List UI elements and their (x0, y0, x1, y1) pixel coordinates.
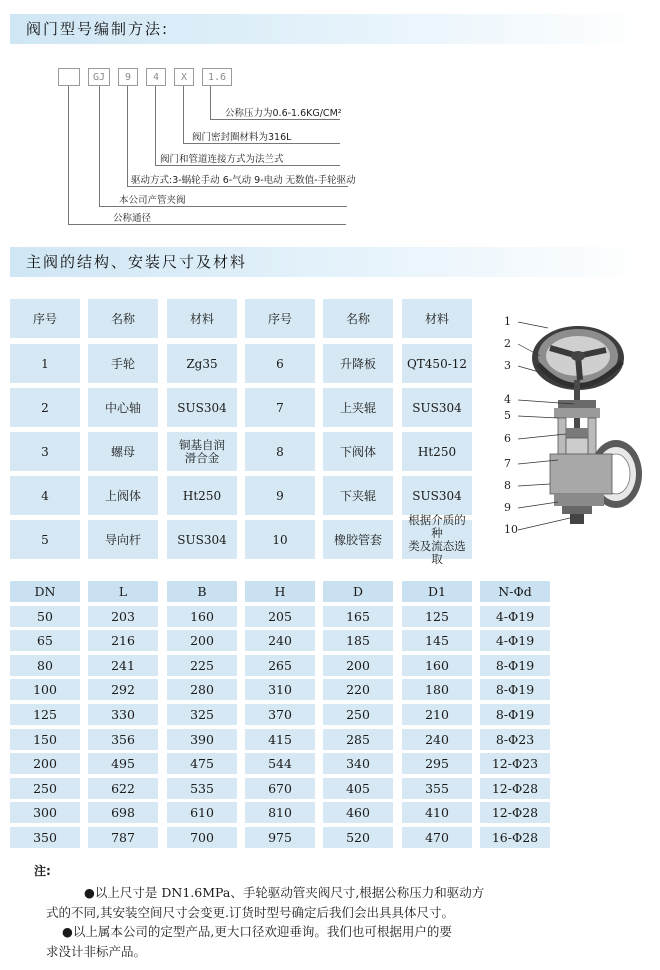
parts-cell-text: 8 (276, 444, 284, 459)
dim-cell: 50 (10, 606, 80, 627)
dim-cell: 240 (245, 630, 315, 651)
parts-cell (245, 432, 315, 471)
parts-cell (167, 388, 237, 427)
parts-cell-text: SUS304 (412, 488, 462, 503)
parts-cell-text: 铜基自润 滑合金 (179, 437, 225, 465)
dim-cell: 160 (167, 606, 237, 627)
dim-cell: 12-Φ23 (480, 753, 550, 774)
parts-cell-text: SUS304 (412, 400, 462, 415)
dim-cell: 495 (88, 753, 158, 774)
callout-number: 9 (504, 501, 511, 514)
dim-cell: 180 (402, 679, 472, 700)
dim-cell: 700 (167, 827, 237, 848)
dim-cell: 200 (10, 753, 80, 774)
dim-header-cell: D1 (402, 581, 472, 602)
parts-cell (323, 476, 393, 515)
parts-cell-text: 3 (41, 444, 49, 459)
parts-cell-text: Zg35 (186, 356, 218, 371)
callout-number: 5 (504, 409, 511, 422)
dim-cell: 460 (323, 802, 393, 823)
parts-cell (245, 388, 315, 427)
dim-header-cell: D (323, 581, 393, 602)
dim-cell: 16-Φ28 (480, 827, 550, 848)
dim-cell: 8-Φ19 (480, 679, 550, 700)
parts-cell-text: 手轮 (110, 357, 135, 371)
dim-cell: 470 (402, 827, 472, 848)
note-1-line-2: 式的不同,其安装空间尺寸会变更.订货时型号确定后我们会出具具体尺寸。 (46, 905, 454, 920)
dim-cell: 475 (167, 753, 237, 774)
dim-cell: 185 (323, 630, 393, 651)
code-box-type: GJ (88, 68, 110, 86)
parts-cell-text: 上阀体 (104, 489, 141, 503)
parts-cell (245, 520, 315, 559)
dim-cell: 325 (167, 704, 237, 725)
code-box-pressure: 1.6 (202, 68, 232, 86)
dim-cell: 210 (402, 704, 472, 725)
dim-cell: 8-Φ19 (480, 655, 550, 676)
parts-cell (167, 344, 237, 383)
dim-cell: 12-Φ28 (480, 802, 550, 823)
dim-cell: 787 (88, 827, 158, 848)
parts-cell-text: 上夹辊 (339, 401, 376, 415)
dim-cell: 265 (245, 655, 315, 676)
section-title-structure: 主阀的结构、安装尺寸及材料 (10, 247, 650, 277)
valve-body-graphic (550, 380, 642, 524)
note-2-line-2: 求没计非标产品。 (46, 944, 147, 959)
dim-cell: 350 (10, 827, 80, 848)
leader-line (68, 224, 346, 225)
callout-number: 6 (504, 432, 511, 445)
note-1-line-1: ●以上尺寸是 DN1.6MPa、手轮驱动管夹阀尺寸,根据公称压力和驱动方 (84, 885, 485, 900)
leader-line (99, 206, 347, 207)
parts-cell-text: 6 (276, 356, 284, 371)
parts-cell (402, 512, 472, 566)
dim-cell: 698 (88, 802, 158, 823)
dim-cell: 610 (167, 802, 237, 823)
dim-cell: 65 (10, 630, 80, 651)
dim-cell: 415 (245, 729, 315, 750)
dim-cell: 240 (402, 729, 472, 750)
parts-cell (88, 520, 158, 559)
dim-cell: 4-Φ19 (480, 630, 550, 651)
callout-numbers (504, 315, 518, 536)
dim-cell: 216 (88, 630, 158, 651)
leader-line (99, 86, 100, 206)
parts-cell-text: 10 (272, 532, 288, 547)
parts-cell-text: 下夹辊 (339, 489, 376, 503)
parts-cell-text: 4 (41, 488, 49, 503)
parts-header-cell: 序号 (245, 299, 315, 338)
parts-header-cell: 序号 (10, 299, 80, 338)
leader-line (155, 86, 156, 165)
code-label-type: 本公司产管夹阀 (119, 195, 186, 206)
parts-cell-text: 1 (41, 356, 49, 371)
dim-cell: 165 (323, 606, 393, 627)
parts-cell (10, 476, 80, 515)
code-box-seal: X (174, 68, 194, 86)
dim-cell: 356 (88, 729, 158, 750)
callout-number: 2 (504, 337, 511, 350)
parts-cell-text: Ht250 (417, 444, 457, 459)
dim-cell: 250 (10, 778, 80, 799)
dim-cell: 292 (88, 679, 158, 700)
leader-line (127, 186, 348, 187)
dim-cell: 405 (323, 778, 393, 799)
parts-cell-text: QT450-12 (406, 356, 468, 371)
dim-header-cell: N-Φd (480, 581, 550, 602)
dim-cell: 370 (245, 704, 315, 725)
code-box-drive: 9 (118, 68, 138, 86)
dim-cell: 203 (88, 606, 158, 627)
parts-cell (323, 388, 393, 427)
dim-header-cell: DN (10, 581, 80, 602)
dim-cell: 295 (402, 753, 472, 774)
parts-cell (245, 344, 315, 383)
dim-cell: 4-Φ19 (480, 606, 550, 627)
parts-cell (323, 432, 393, 471)
dim-cell: 390 (167, 729, 237, 750)
dim-cell: 125 (402, 606, 472, 627)
dim-cell: 220 (323, 679, 393, 700)
dim-cell: 975 (245, 827, 315, 848)
notes-title: 注: (34, 864, 51, 878)
parts-cell-text: 5 (41, 532, 49, 547)
parts-header-cell: 材料 (402, 299, 472, 338)
code-label-diameter: 公称通径 (113, 213, 152, 224)
dim-cell: 520 (323, 827, 393, 848)
parts-cell-text: 导向杆 (104, 533, 141, 547)
parts-header-cell: 名称 (88, 299, 158, 338)
dim-cell: 300 (10, 802, 80, 823)
code-label-pressure: 公称压力为0.6-1.6KG/CM² (225, 108, 342, 119)
dim-cell: 241 (88, 655, 158, 676)
parts-cell (10, 344, 80, 383)
dim-cell: 810 (245, 802, 315, 823)
dim-header-cell: L (88, 581, 158, 602)
parts-cell (88, 476, 158, 515)
code-label-connection: 阀门和管道连接方式为法兰式 (160, 154, 284, 165)
dim-cell: 355 (402, 778, 472, 799)
parts-cell-text: 根据介质的种 类及流态选取 (408, 512, 466, 566)
dim-cell: 250 (323, 704, 393, 725)
leader-line (183, 86, 184, 143)
leader-line (210, 86, 211, 119)
dim-cell: 544 (245, 753, 315, 774)
parts-cell-text: 升降板 (339, 357, 376, 371)
dim-cell: 100 (10, 679, 80, 700)
parts-cell-text: 橡胶管套 (333, 533, 382, 547)
valve-drawing (488, 304, 648, 554)
dim-cell: 535 (167, 778, 237, 799)
parts-cell-text: 螺母 (110, 445, 135, 459)
leader-line (155, 165, 340, 166)
parts-cell-text: 7 (276, 400, 284, 415)
dim-cell: 12-Φ28 (480, 778, 550, 799)
code-box-diameter (58, 68, 80, 86)
parts-cell (402, 344, 472, 383)
dim-cell: 285 (323, 729, 393, 750)
dim-cell: 330 (88, 704, 158, 725)
parts-cell (402, 388, 472, 427)
parts-cell-text: SUS304 (177, 532, 227, 547)
parts-cell-text: 2 (41, 400, 49, 415)
dim-cell: 340 (323, 753, 393, 774)
dim-cell: 410 (402, 802, 472, 823)
parts-cell (88, 344, 158, 383)
parts-cell (323, 520, 393, 559)
parts-header-cell: 名称 (323, 299, 393, 338)
dim-cell: 8-Φ19 (480, 704, 550, 725)
parts-cell-text: 下阀体 (339, 445, 376, 459)
dim-cell: 145 (402, 630, 472, 651)
parts-cell (10, 388, 80, 427)
parts-cell (245, 476, 315, 515)
parts-cell (167, 520, 237, 559)
parts-cell (10, 520, 80, 559)
dim-cell: 200 (167, 630, 237, 651)
leader-line (127, 86, 128, 186)
leader-line (210, 119, 340, 120)
parts-header-cell: 材料 (167, 299, 237, 338)
parts-cell (167, 476, 237, 515)
leader-line (68, 86, 69, 224)
callout-number: 3 (504, 359, 511, 372)
parts-cell-text: 中心轴 (104, 401, 141, 415)
leader-line (183, 143, 340, 144)
parts-cell-text: 9 (276, 488, 284, 503)
dim-cell: 280 (167, 679, 237, 700)
parts-cell-text: Ht250 (182, 488, 222, 503)
code-label-seal: 阀门密封圈材料为316L (192, 132, 292, 143)
dim-cell: 205 (245, 606, 315, 627)
dim-cell: 8-Φ23 (480, 729, 550, 750)
parts-cell (402, 476, 472, 515)
dim-cell: 150 (10, 729, 80, 750)
code-box-connection: 4 (146, 68, 166, 86)
dim-cell: 125 (10, 704, 80, 725)
note-2-line-1: ●以上属本公司的定型产品,更大口径欢迎垂询。我们也可根据用户的要 (62, 924, 452, 939)
code-label-drive: 驱动方式:3-蜗轮手动 6-气动 9-电动 无数值-手轮驱动 (131, 175, 356, 186)
dim-header-cell: H (245, 581, 315, 602)
callout-number: 10 (504, 523, 518, 536)
dim-cell: 225 (167, 655, 237, 676)
parts-cell (88, 432, 158, 471)
section-title-model-code: 阀门型号编制方法: (10, 14, 650, 44)
callout-number: 4 (504, 393, 511, 406)
parts-cell (167, 432, 237, 471)
dim-cell: 200 (323, 655, 393, 676)
callout-number: 8 (504, 479, 511, 492)
dim-cell: 310 (245, 679, 315, 700)
callout-number: 7 (504, 457, 511, 470)
dim-cell: 160 (402, 655, 472, 676)
callout-number: 1 (504, 315, 511, 328)
dim-cell: 80 (10, 655, 80, 676)
parts-cell (402, 432, 472, 471)
parts-cell (88, 388, 158, 427)
dim-cell: 670 (245, 778, 315, 799)
dim-header-cell: B (167, 581, 237, 602)
parts-cell (10, 432, 80, 471)
parts-cell (323, 344, 393, 383)
parts-cell-text: SUS304 (177, 400, 227, 415)
dim-cell: 622 (88, 778, 158, 799)
